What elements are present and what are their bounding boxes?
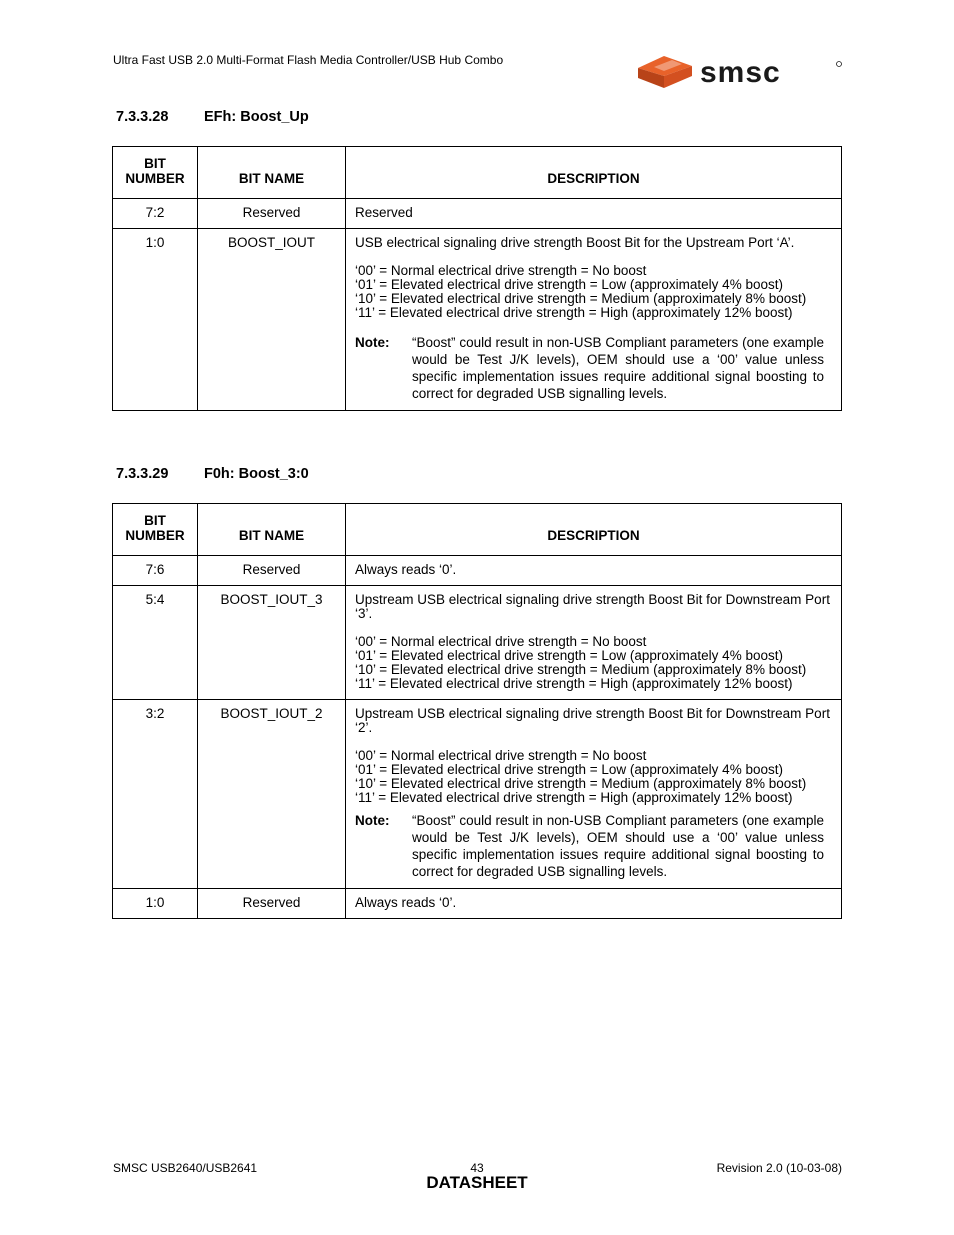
section-title: F0h: Boost_3:0: [204, 466, 309, 482]
note-block: [355, 812, 835, 880]
column-header-bit-number: BIT NUMBER: [113, 147, 198, 199]
register-table-boost-3-0: [112, 503, 842, 919]
boost-level-01: ‘01’ = Elevated electrical drive strength = Low (approximately 4% boost): [355, 762, 783, 777]
boost-level-10: ‘10’ = Elevated electrical drive strength = Medium (approximately 8% boost): [355, 291, 807, 306]
table-header-row: [113, 147, 842, 199]
bit-name-cell: BOOST_IOUT_2: [198, 700, 346, 889]
bit-name-cell: Reserved: [198, 199, 346, 229]
section-number: 7.3.3.29: [116, 466, 169, 482]
bit-name-cell: BOOST_IOUT_3: [198, 586, 346, 700]
bit-number-cell: 1:0: [113, 889, 198, 919]
boost-level-01: ‘01’ = Elevated electrical drive strength = Low (approximately 4% boost): [355, 277, 783, 292]
table-row: [113, 229, 842, 411]
footer-page-number: 43: [470, 1161, 484, 1175]
bit-name-cell: BOOST_IOUT: [198, 229, 346, 411]
table-row: [113, 586, 842, 700]
description-text: Upstream USB electrical signaling drive strength Boost Bit for Downstream Port ‘2’.: [355, 706, 830, 735]
note-text: “Boost” could result in non-USB Compliant parameters (one example would be Test J/K levels), OEM should use a ‘00’ value unless specific implementation issues require additional signal boosting to correct for degraded USB signalling levels.: [412, 335, 824, 401]
column-header-bit-number: BIT NUMBER: [113, 504, 198, 556]
section-number: 7.3.3.28: [116, 109, 169, 125]
description-cell: Always reads ‘0’.: [346, 556, 842, 586]
bit-number-cell: 5:4: [113, 586, 198, 700]
description-cell: Always reads ‘0’.: [346, 889, 842, 919]
table-row: [113, 700, 842, 889]
table-row: [113, 556, 842, 586]
bit-number-cell: 1:0: [113, 229, 198, 411]
bit-name-cell: Reserved: [198, 556, 346, 586]
table-row: [113, 199, 842, 229]
svg-text:smsc: smsc: [700, 56, 781, 89]
column-header-bit-name: BIT NAME: [198, 504, 346, 556]
section-title: EFh: Boost_Up: [204, 109, 309, 125]
boost-level-10: ‘10’ = Elevated electrical drive strength = Medium (approximately 8% boost): [355, 662, 807, 677]
footer-datasheet-label: DATASHEET: [426, 1173, 528, 1192]
column-header-bit-name: BIT NAME: [198, 147, 346, 199]
description-cell: Reserved: [346, 199, 842, 229]
section-heading: [116, 466, 309, 482]
boost-level-00: ‘00’ = Normal electrical drive strength = No boost: [355, 634, 647, 649]
bit-number-cell: 7:2: [113, 199, 198, 229]
note-label: Note:: [355, 813, 390, 828]
boost-level-11: ‘11’ = Elevated electrical drive strength = High (approximately 12% boost): [355, 305, 793, 320]
boost-level-10: ‘10’ = Elevated electrical drive strength = Medium (approximately 8% boost): [355, 776, 807, 791]
section-heading: [116, 109, 309, 125]
note-text: “Boost” could result in non-USB Compliant parameters (one example would be Test J/K levels), OEM should use a ‘00’ value unless specific implementation issues require additional signal boosting to correct for degraded USB signalling levels.: [412, 813, 824, 879]
boost-level-00: ‘00’ = Normal electrical drive strength = No boost: [355, 748, 647, 763]
bit-number-cell: 3:2: [113, 700, 198, 889]
description-cell: [346, 586, 842, 700]
column-header-description: DESCRIPTION: [346, 504, 842, 556]
note-block: [355, 334, 835, 402]
description-text: USB electrical signaling drive strength Boost Bit for the Upstream Port ‘A’.: [355, 235, 795, 250]
document-header-title: Ultra Fast USB 2.0 Multi-Format Flash Media Controller/USB Hub Combo: [113, 53, 504, 67]
description-cell: [346, 700, 842, 889]
bit-name-cell: Reserved: [198, 889, 346, 919]
description-cell: [346, 229, 842, 411]
table-header-row: [113, 504, 842, 556]
column-header-description: DESCRIPTION: [346, 147, 842, 199]
smsc-logo: [634, 54, 844, 90]
boost-level-11: ‘11’ = Elevated electrical drive strength = High (approximately 12% boost): [355, 790, 793, 805]
boost-level-01: ‘01’ = Elevated electrical drive strength = Low (approximately 4% boost): [355, 648, 783, 663]
table-row: [113, 889, 842, 919]
boost-level-00: ‘00’ = Normal electrical drive strength = No boost: [355, 263, 647, 278]
footer-revision: Revision 2.0 (10-03-08): [716, 1161, 842, 1175]
register-table-boost-up: [112, 146, 842, 411]
boost-level-11: ‘11’ = Elevated electrical drive strength = High (approximately 12% boost): [355, 676, 793, 691]
footer-part-number: SMSC USB2640/USB2641: [113, 1161, 258, 1175]
note-label: Note:: [355, 335, 390, 350]
bit-number-cell: 7:6: [113, 556, 198, 586]
description-text: Upstream USB electrical signaling drive strength Boost Bit for Downstream Port ‘3’.: [355, 592, 830, 621]
